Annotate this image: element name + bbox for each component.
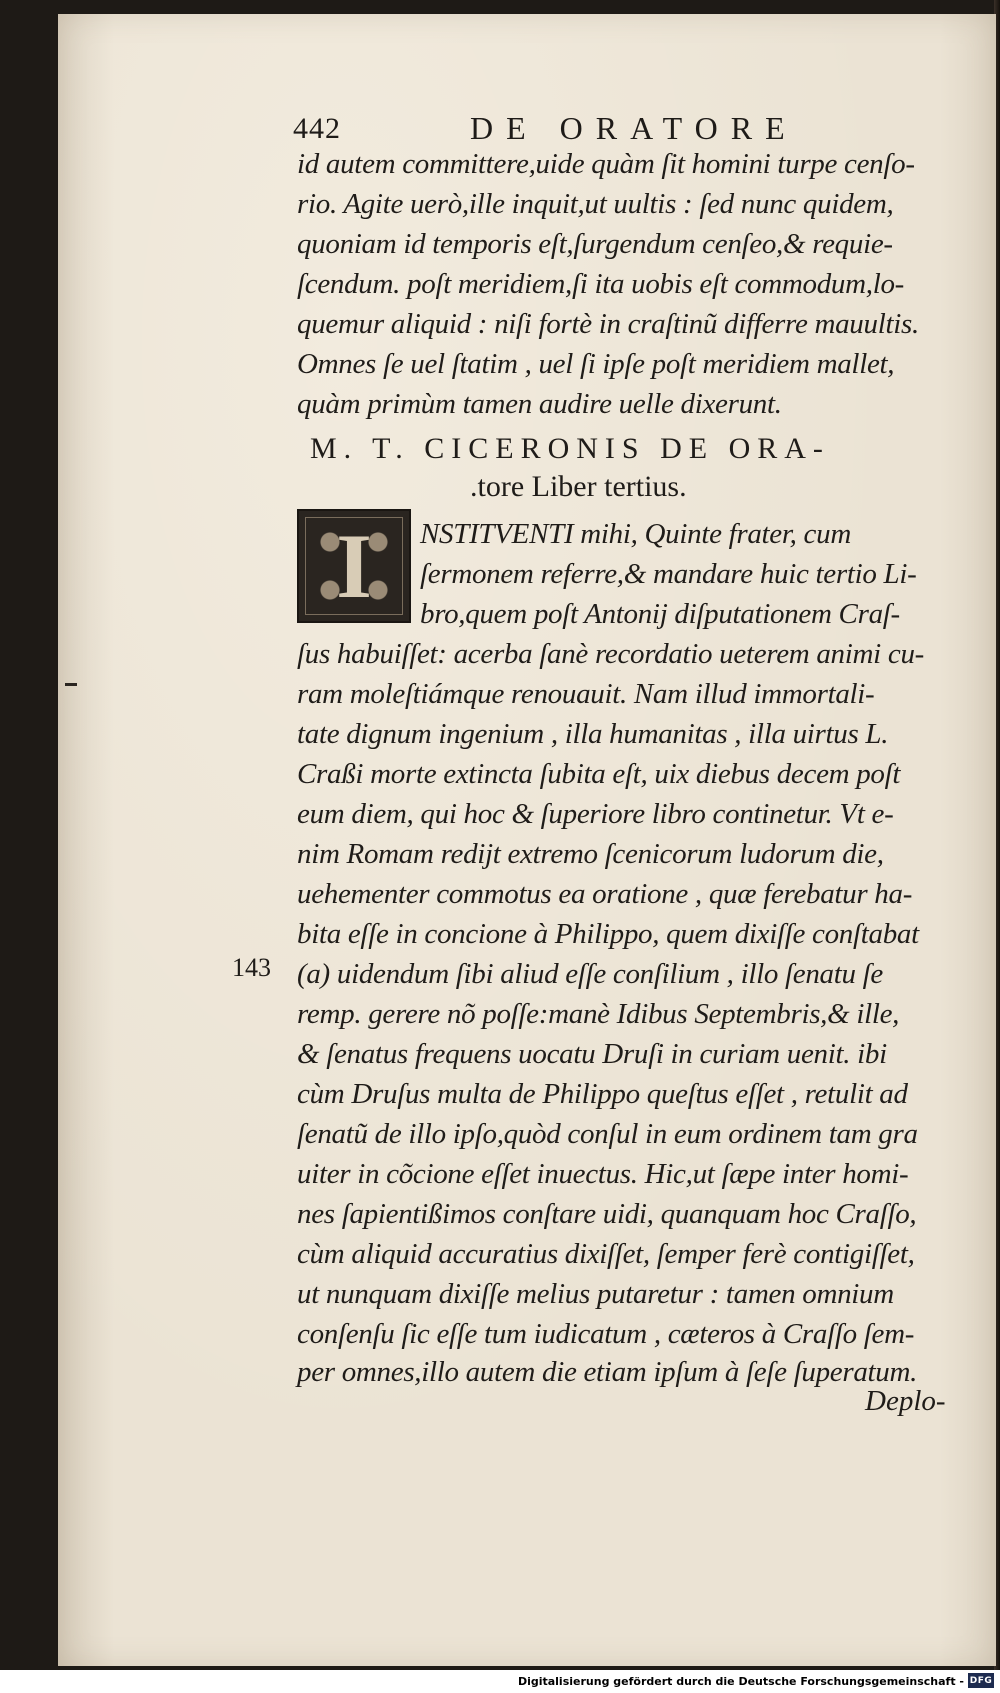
text-line: id autem committere,uide quàm ſit homini turpe cenſo- bbox=[297, 148, 915, 180]
text-line: bita eſſe in concione à Philippo, quem dixiſſe conſtabat bbox=[297, 918, 919, 950]
text-line: rio. Agite uerò,ille inquit,ut uultis : ſed nunc quidem, bbox=[297, 188, 894, 220]
text-line: nim Romam redijt extremo ſcenicorum ludorum die, bbox=[297, 838, 884, 870]
initial-letter: I bbox=[336, 515, 372, 617]
gutter-mark bbox=[65, 683, 77, 686]
text-line: Craßi morte extincta ſubita eſt, uix diebus decem poſt bbox=[297, 758, 901, 790]
footer-credit: Digitalisierung gefördert durch die Deutsche Forschungsgemeinschaft - bbox=[517, 1675, 964, 1688]
text-line: ſenatũ de illo ipſo,quòd conſul in eum ordinem tam gra bbox=[297, 1118, 918, 1150]
text-line: conſenſu ſic eſſe tum iudicatum , cæteros à Craſſo ſem- bbox=[297, 1318, 915, 1350]
text-line: Omnes ſe uel ſtatim , uel ſi ipſe poſt meridiem mallet, bbox=[297, 348, 895, 380]
text-line: bro,quem poſt Antonij diſputationem Craſ- bbox=[420, 598, 900, 630]
text-line: (a) uidendum ſibi aliud eſſe conſilium , illo ſenatu ſe bbox=[297, 958, 883, 990]
running-head: DE ORATORE bbox=[470, 110, 798, 146]
text-line: uehementer commotus ea oratione , quæ ferebatur ha- bbox=[297, 878, 913, 910]
chapter-title: M. T. CICERONIS DE ORA- bbox=[310, 432, 830, 465]
catchword: Deplo- bbox=[865, 1385, 946, 1417]
text-line: tate dignum ingenium , illa humanitas , illa uirtus L. bbox=[297, 718, 889, 750]
dfg-logo: DFG bbox=[968, 1673, 994, 1688]
text-line: quàm primùm tamen audire uelle dixerunt. bbox=[297, 388, 782, 420]
text-line: quemur aliquid : niſi fortè in craſtinũ differre mauultis. bbox=[297, 308, 919, 340]
text-line: ſermonem referre,& mandare huic tertio Li- bbox=[420, 558, 917, 590]
text-line: NSTITVENTI mihi, Quinte frater, cum bbox=[420, 518, 851, 550]
decorated-initial bbox=[297, 509, 411, 623]
text-line: ſcendum. poſt meridiem,ſi ita uobis eſt commodum,lo- bbox=[297, 268, 905, 300]
text-line: cùm Druſus multa de Philippo queſtus eſſet , retulit ad bbox=[297, 1078, 908, 1110]
chapter-subtitle: .tore Liber tertius. bbox=[470, 470, 687, 503]
text-line: nes ſapientißimos conſtare uidi, quanquam hoc Craſſo, bbox=[297, 1198, 917, 1230]
text-line: ram moleſtiámque renouauit. Nam illud immortali- bbox=[297, 678, 875, 710]
text-line: cùm aliquid accuratius dixiſſet, ſemper ferè contigiſſet, bbox=[297, 1238, 915, 1270]
margin-note: 143 bbox=[232, 953, 271, 982]
text-line: remp. gerere nõ poſſe:manè Idibus Septembris,& ille, bbox=[297, 998, 900, 1030]
text-line: ut nunquam dixiſſe melius putaretur : tamen omnium bbox=[297, 1278, 894, 1310]
text-line: & ſenatus frequens uocatu Druſi in curiam uenit. ibi bbox=[297, 1038, 887, 1070]
text-line: eum diem, qui hoc & ſuperiore libro continetur. Vt e- bbox=[297, 798, 894, 830]
text-line: per omnes,illo autem die etiam ipſum à ſeſe ſuperatum. bbox=[297, 1356, 918, 1388]
text-line: ſus habuiſſet: acerba ſanè recordatio ueterem animi cu- bbox=[297, 638, 924, 670]
page-number: 442 bbox=[293, 112, 341, 145]
text-line: quoniam id temporis eſt,ſurgendum cenſeo,& requie- bbox=[297, 228, 893, 260]
text-line: uiter in cõcione eſſet inuectus. Hic,ut ſæpe inter homi- bbox=[297, 1158, 909, 1190]
